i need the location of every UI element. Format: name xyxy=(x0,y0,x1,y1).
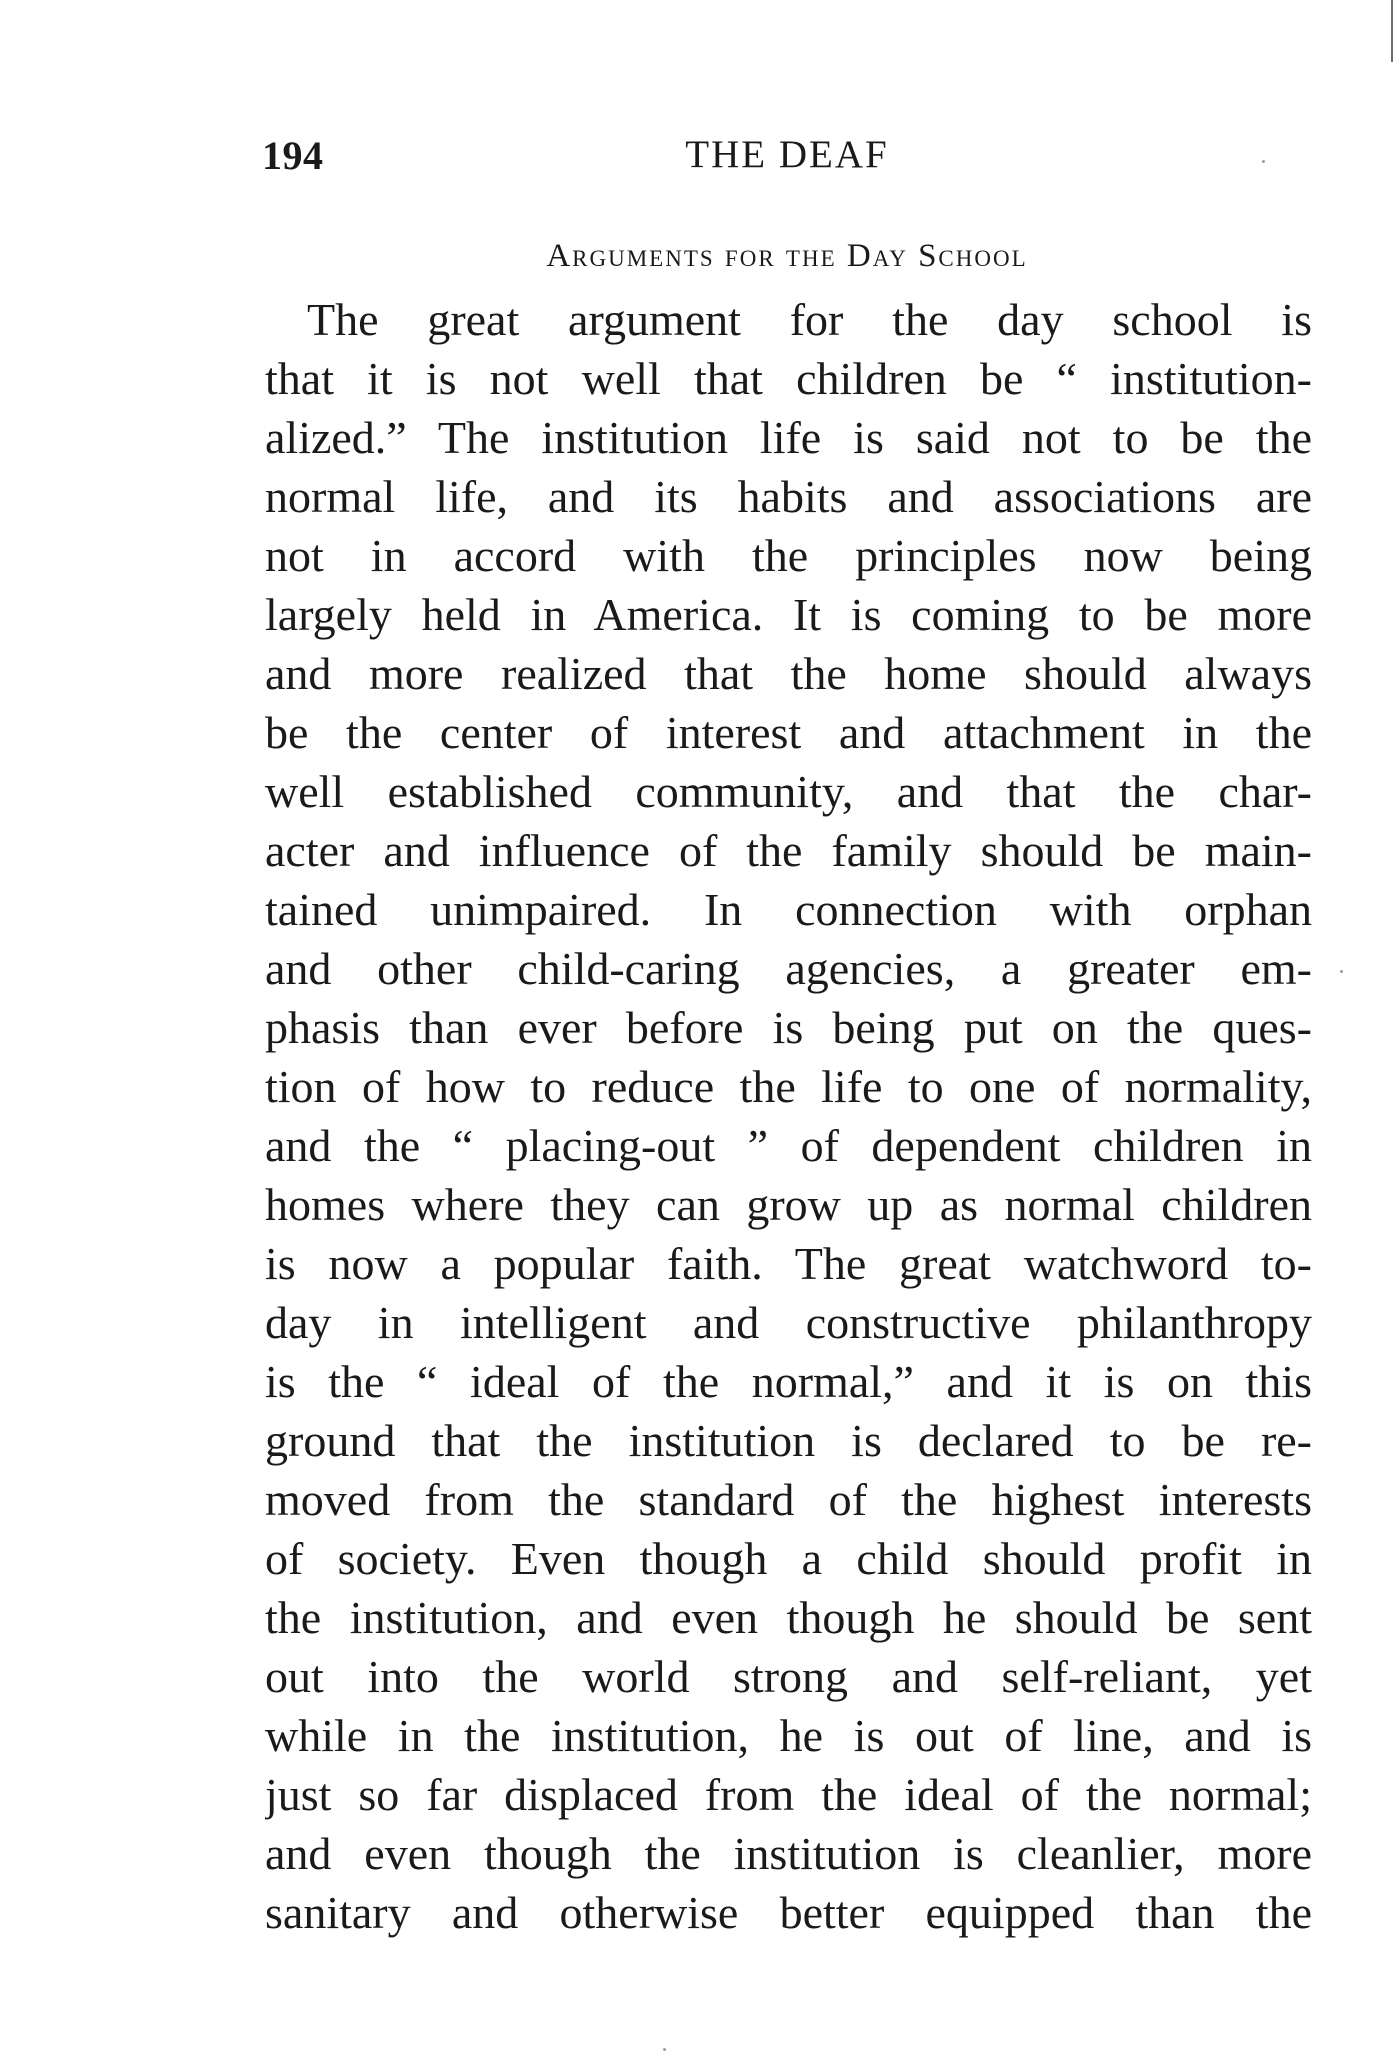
text-line: sanitary and otherwise better equipped than the xyxy=(265,1887,1312,1938)
text-line: while in the institution, he is out of line, and is xyxy=(265,1710,1312,1761)
page-number: 194 xyxy=(262,133,324,178)
text-line: the institution, and even though he should be sent xyxy=(265,1592,1312,1643)
scan-speck xyxy=(663,2048,666,2051)
running-head: THE DEAF xyxy=(685,133,889,176)
text-line: and even though the institution is cleanlier, more xyxy=(265,1828,1312,1879)
text-line: tained unimpaired. In connection with orphan xyxy=(265,884,1312,935)
text-line: moved from the standard of the highest interests xyxy=(265,1474,1312,1525)
text-line: is now a popular faith. The great watchword to- xyxy=(265,1238,1312,1289)
text-line: is the “ ideal of the normal,” and it is on this xyxy=(265,1356,1312,1407)
text-line: The great argument for the day school is xyxy=(307,294,1312,345)
text-line: and other child-caring agencies, a greater em- xyxy=(265,943,1312,994)
body-paragraph xyxy=(265,290,1312,1942)
text-line: alized.” The institution life is said not to be the xyxy=(265,412,1312,463)
text-line: day in intelligent and constructive philanthropy xyxy=(265,1297,1312,1348)
text-line: not in accord with the principles now being xyxy=(265,530,1312,581)
text-line: just so far displaced from the ideal of the normal; xyxy=(265,1769,1312,1820)
text-line: ground that the institution is declared to be re- xyxy=(265,1415,1312,1466)
text-line: be the center of interest and attachment in the xyxy=(265,707,1312,758)
scan-speck xyxy=(1262,160,1265,163)
section-heading: Arguments for the Day School xyxy=(546,238,1028,274)
text-line: of society. Even though a child should profit in xyxy=(265,1533,1312,1584)
scan-speck xyxy=(1340,970,1343,973)
text-line: homes where they can grow up as normal children xyxy=(265,1179,1312,1230)
text-line: well established community, and that the char- xyxy=(265,766,1312,817)
text-line: that it is not well that children be “ institution- xyxy=(265,353,1312,404)
text-line: tion of how to reduce the life to one of normality, xyxy=(265,1061,1312,1112)
scan-edge-mark xyxy=(1391,0,1393,62)
text-line: out into the world strong and self-reliant, yet xyxy=(265,1651,1312,1702)
text-line: and the “ placing-out ” of dependent children in xyxy=(265,1120,1312,1171)
text-line: normal life, and its habits and associations are xyxy=(265,471,1312,522)
text-line: phasis than ever before is being put on the ques- xyxy=(265,1002,1312,1053)
text-line: acter and influence of the family should be main- xyxy=(265,825,1312,876)
text-line: and more realized that the home should always xyxy=(265,648,1312,699)
text-line: largely held in America. It is coming to be more xyxy=(265,589,1312,640)
page-header xyxy=(262,132,1312,192)
